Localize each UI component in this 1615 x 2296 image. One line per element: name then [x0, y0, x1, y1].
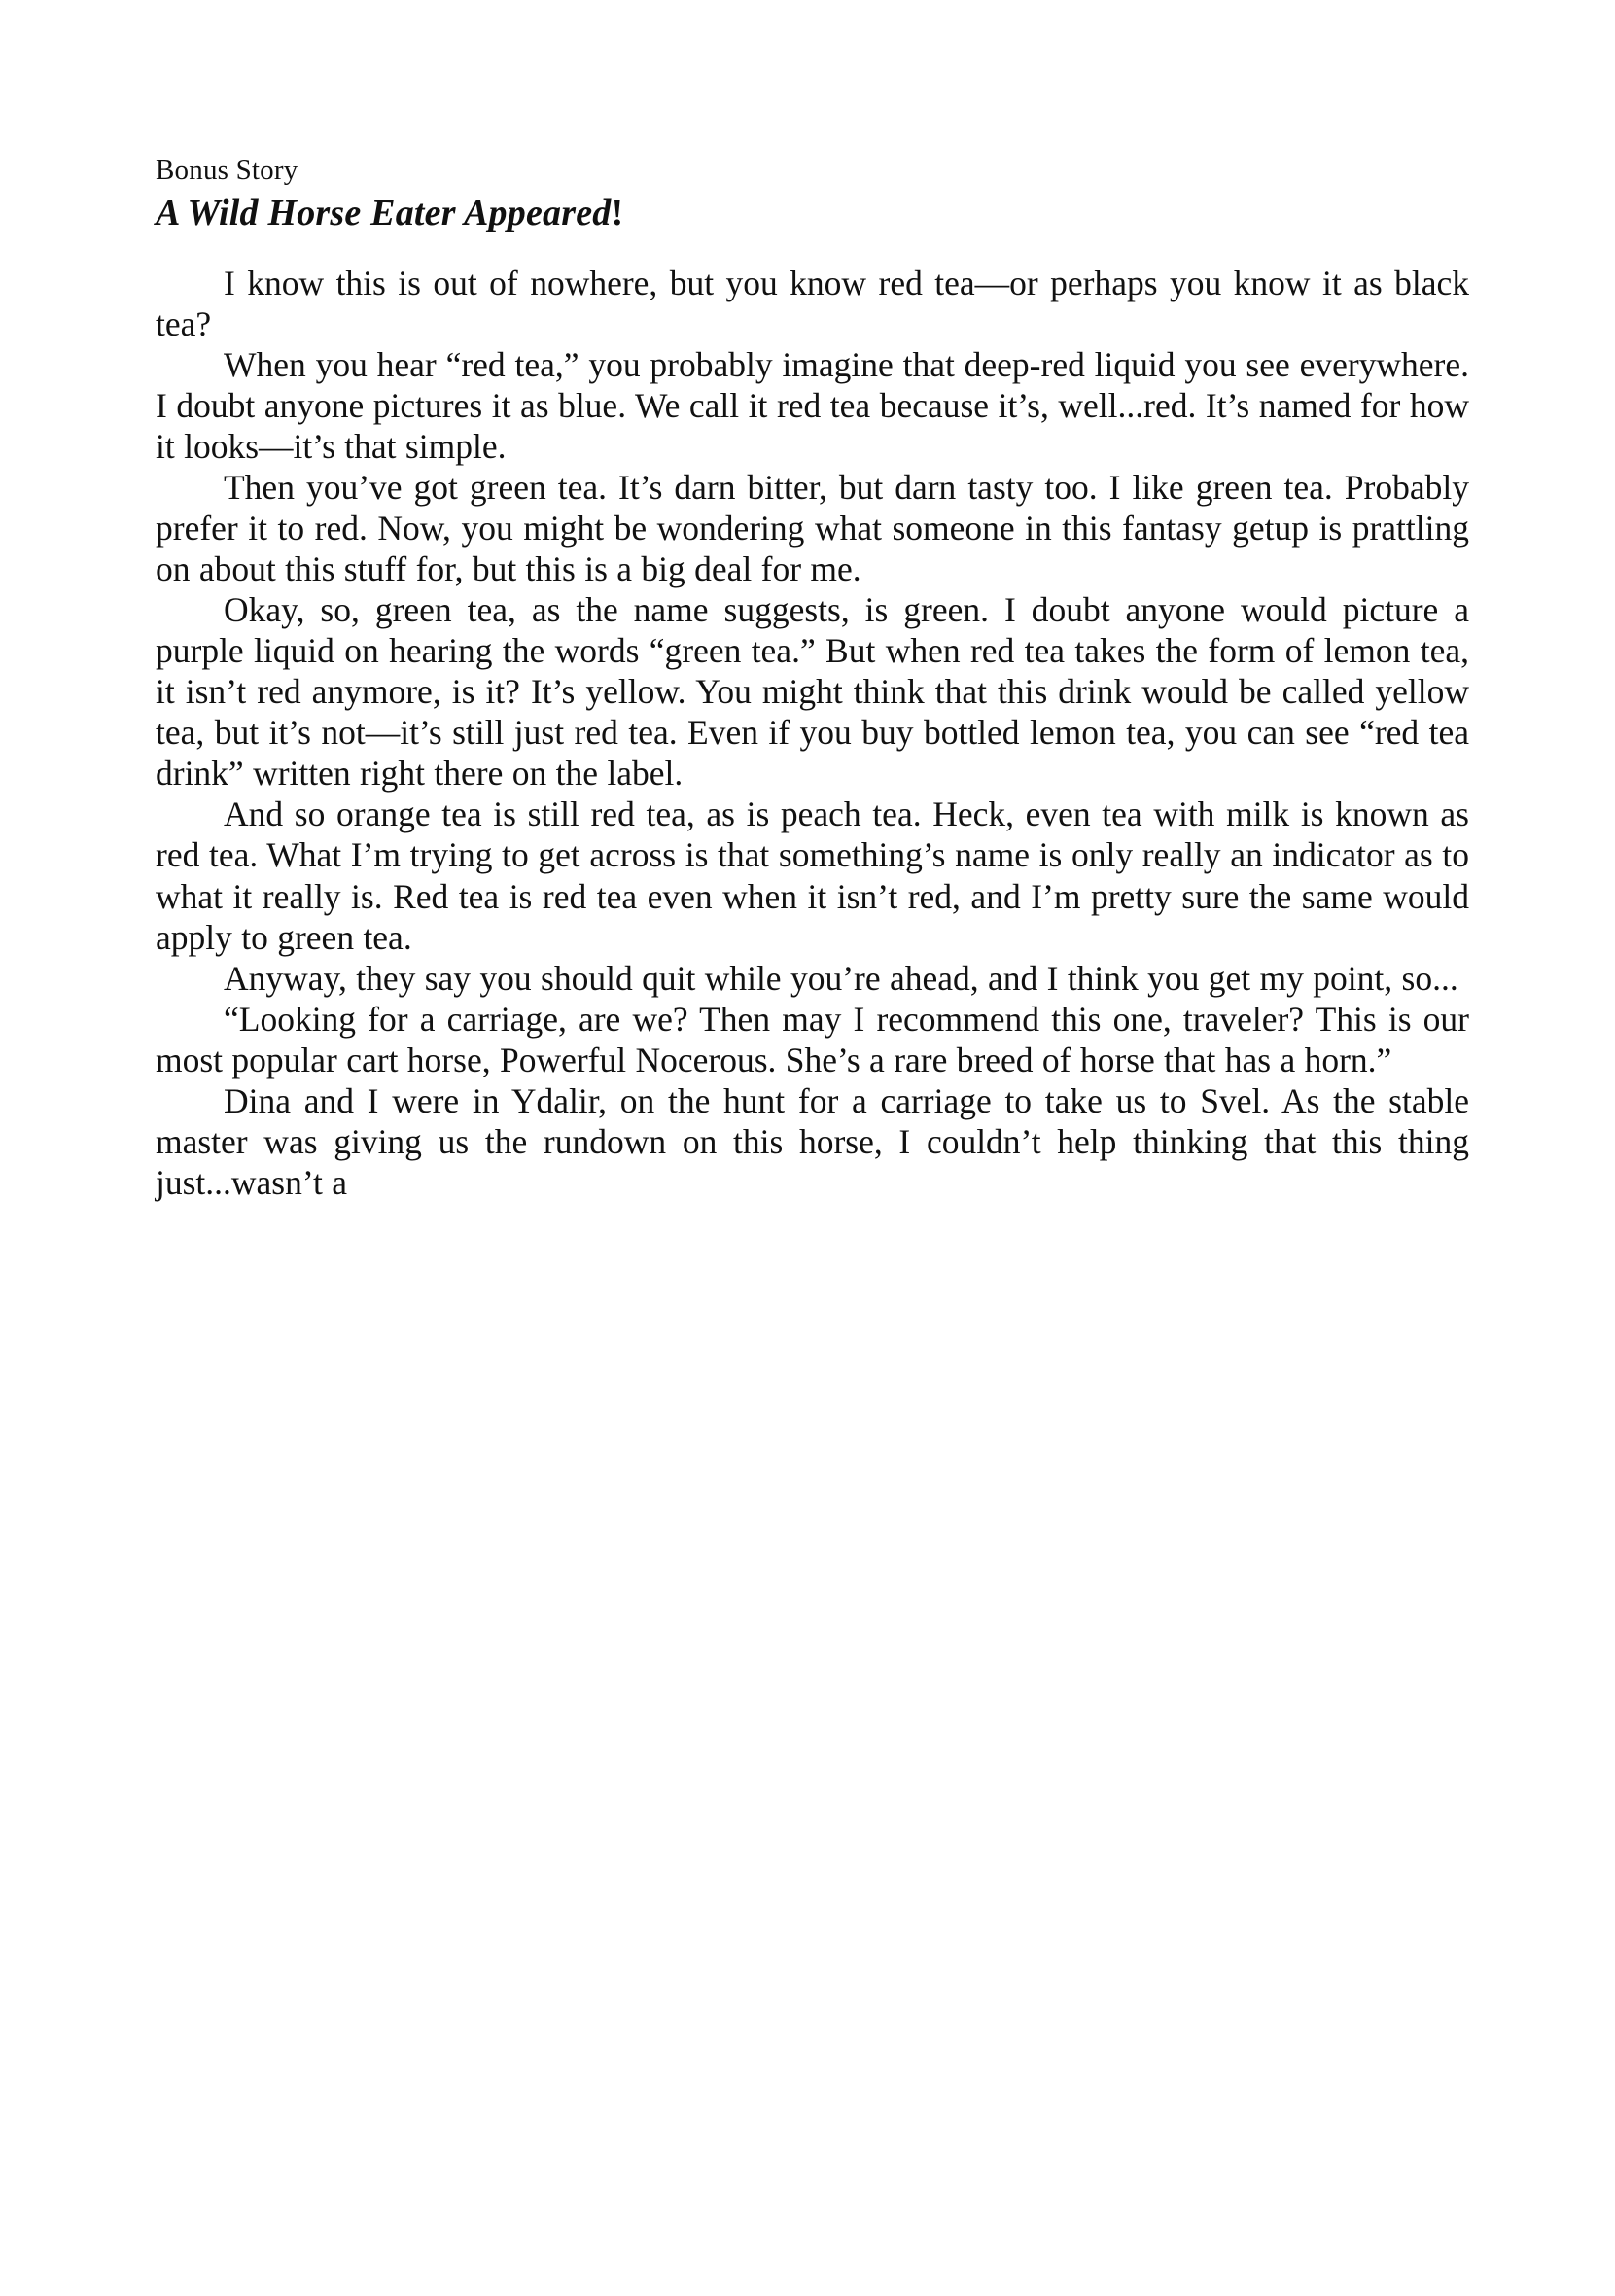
paragraph: Anyway, they say you should quit while you’re ahead, and I think you get my point, so...: [224, 958, 1458, 998]
paragraph: Okay, so, green tea, as the name suggests, is green. I doubt anyone would picture a purple liquid on hearing the words “green tea.” But when red tea takes the form of lemon tea, it isn’t red anymore, is it? It’s yellow. You might think that this drink would be called yellow tea, but it’s not—it’s still just red tea. Even if you buy bottled lemon tea, you can see “red tea drink” written right there on the label.: [156, 590, 1469, 794]
paragraph: “Looking for a carriage, are we? Then may I recommend this one, traveler? This is our most popular cart horse, Powerful Nocerous. She’s a rare breed of horse that has a horn.”: [156, 999, 1469, 1079]
paragraph: When you hear “red tea,” you probably imagine that deep-red liquid you see everywhere. I doubt anyone pictures it as blue. We call it red tea because it’s, well...red. It’s named for how it looks—it’s that simple.: [156, 344, 1469, 466]
paragraph: Dina and I were in Ydalir, on the hunt for a carriage to take us to Svel. As the stable master was giving us the rundown on this horse, I couldn’t help thinking that this thing just...wasn’t a: [156, 1080, 1469, 1202]
body-text: [156, 263, 1469, 1203]
page-title: [156, 193, 1469, 235]
paragraph: I know this is out of nowhere, but you know red tea—or perhaps you know it as black tea?: [156, 263, 1469, 343]
paragraph: And so orange tea is still red tea, as is peach tea. Heck, even tea with milk is known as red tea. What I’m trying to get across is that something’s name is only really an indicator as to what it really is. Red tea is red tea even when it isn’t red, and I’m pretty sure the same would apply to green tea.: [156, 795, 1469, 957]
paragraph: Then you’ve got green tea. It’s darn bitter, but darn tasty too. I like green tea. Probably prefer it to red. Now, you might be wondering what someone in this fantasy getup is prattling on about this stuff for, but this is a big deal for me.: [156, 467, 1469, 589]
section-kicker: Bonus Story: [156, 155, 298, 186]
page-title-text: A Wild Horse Eater Appeared: [156, 192, 612, 233]
page-title-punctuation: !: [611, 192, 624, 233]
